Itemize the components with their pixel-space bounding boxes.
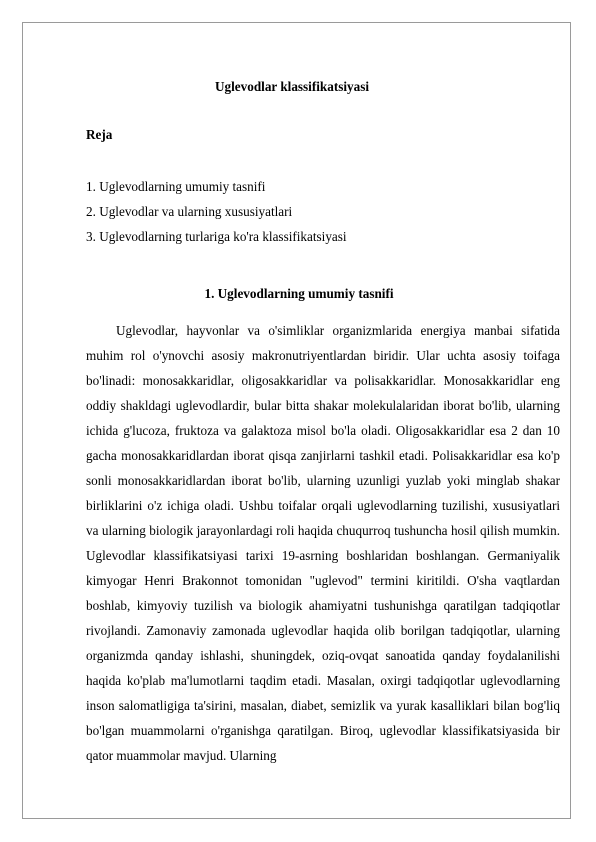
- document-title: Uglevodlar klassifikatsiyasi: [215, 79, 369, 94]
- plan-heading: Reja: [86, 127, 113, 142]
- plan-list: [86, 174, 347, 249]
- plan-item-2: 2. Uglevodlar va ularning xususiyatlari: [86, 204, 293, 219]
- plan-item-3: 3. Uglevodlarning turlariga ko'ra klassifikatsiyasi: [86, 229, 347, 244]
- section-heading: 1. Uglevodlarning umumiy tasnifi: [204, 286, 394, 301]
- body-paragraph: Uglevodlar, hayvonlar va o'simliklar organizmlarida energiya manbai sifatida muhim rol o'ynovchi asosiy makronutriyentlardan biridir. Ular uchta asosiy toifaga bo'linadi: monosakkaridlar, oligosakkaridlar va polisakkaridlar. Monosakkaridlar eng oddiy shakldagi uglevodlardir, bular bitta shakar molekulalaridan iborat bo'lib, ularning ichida g'lucoza, fruktoza va galaktoza misol bo'la oladi. Oligosakkaridlar esa 2 dan 10 gacha monosakkaridlardan iborat qisqa zanjirlarni tashkil etadi. Polisakkaridlar esa ko'p sonli monosakkaridlardan iborat bo'lib, ularning uzunligi yuzlab yoki minglab shakar birliklarini o'z ichiga oladi. Ushbu toifalar orqali uglevodlarning tuzilishi, xususiyatlari va ularning biologik jarayonlardagi roli haqida chuqurroq tushuncha hosil qilish mumkin. Uglevodlar klassifikatsiyasi tarixi 19-asrning boshlaridan boshlangan. Germaniyalik kimyogar Henri Brakonnot tomonidan "uglevod" termini kiritildi. O'sha vaqtlardan boshlab, kimyoviy tuzilish va biologik ahamiyatni tushunishga qaratilgan tadqiqotlar rivojlandi. Zamonaviy zamonada uglevodlar haqida olib borilgan tadqiqotlar, ularning organizmda qanday ishlashi, shuningdek, oziq-ovqat sanoatida qanday foydalanilishi haqida ko'plab ma'lumotlarni taqdim etadi. Masalan, oxirgi tadqiqotlar uglevodlarning inson salomatligiga ta'sirini, masalan, diabet, semizlik va yurak kasalliklari bilan bog'liq bo'lgan muammolarni o'rganishga qaratilgan. Biroq, uglevodlar klassifikatsiyasida bir qator muammolar mavjud. Ularning: [86, 323, 560, 763]
- plan-item-1: 1. Uglevodlarning umumiy tasnifi: [86, 179, 266, 194]
